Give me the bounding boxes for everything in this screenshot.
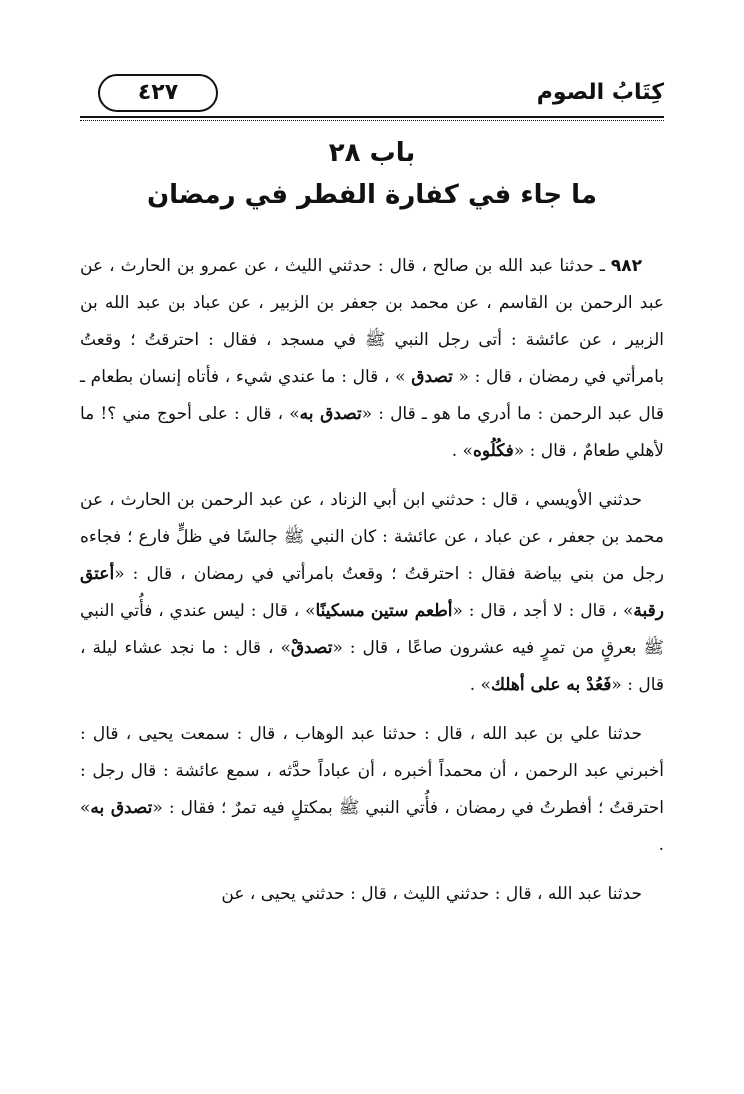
hadith-text: حدثني الأويسي ، قال : حدثني ابن أبي الزناد ، عن عبد الرحمن بن الحارث ، عن محمد بن جعفر ، عن عباد ، عن عائشة : كان النبي ﷺ جالسًا في ظلٍّ فارع ؛ فجاءه رجل من بني بياضة فقال : احترقتُ ؛ وقعتُ بامرأتي في رمضان ، قال : « bbox=[80, 490, 664, 584]
chapter-number: باب ٢٨ bbox=[328, 138, 416, 168]
hadith-text: حدثنا عبد الله ، قال : حدثني الليث ، قال : حدثني يحيى ، عن bbox=[221, 884, 642, 904]
prophetic-quote: تصدق به bbox=[299, 404, 362, 424]
prophetic-quote: تصدقْ bbox=[290, 638, 333, 658]
hadith-text: » ، قال : ما نجد عشاء ليلة ، قال : « bbox=[80, 638, 664, 695]
prophetic-quote: فكُلُوه bbox=[472, 441, 514, 461]
hadith-paragraph bbox=[80, 482, 664, 704]
hadith-paragraph bbox=[80, 876, 664, 913]
page-number: ٤٢٧ bbox=[98, 74, 218, 112]
hadith-number: ٩٨٢ bbox=[610, 256, 642, 276]
hadith-text: حدثنا علي بن عبد الله ، قال : حدثنا عبد الوهاب ، قال : سمعت يحيى ، قال : أخبرني عبد الرحمن ، أن محمداً أخبره ، أن عباداً حدَّثه ، سمع عائشة : قال رجل : احترقتُ ؛ أفطرتُ في رمضان ، فأُتي النبي ﷺ بمكتلٍ فيه تمرٌ ؛ فقال : « bbox=[80, 724, 664, 818]
hadith-text: » ، قال : ليس عندي ، فأُتي النبي ﷺ بعرقٍ من تمرٍ فيه عشرون صاعًا ، قال : « bbox=[80, 601, 664, 658]
header-rule-dotted bbox=[80, 120, 664, 121]
hadith-text: » ، قال : على أحوج مني ؟! ما لأهلي طعامٌ ، قال : « bbox=[80, 404, 664, 461]
chapter-title: ما جاء في كفارة الفطر في رمضان bbox=[146, 180, 598, 210]
hadith-paragraph bbox=[80, 716, 664, 864]
prophetic-quote: أعتق رقبة bbox=[80, 564, 665, 621]
prophetic-quote: أطعم ستين مسكينًا bbox=[315, 601, 453, 621]
header-rule bbox=[80, 116, 664, 118]
hadith-text: » . bbox=[469, 675, 491, 695]
hadith-text: » ، قال : ما عندي شيء ، فأتاه إنسان بطعام ـ قال عبد الرحمن : ما أدري ما هو ـ قال : « bbox=[80, 367, 664, 424]
prophetic-quote: تصدق bbox=[411, 367, 453, 387]
hadith-text: » . bbox=[451, 441, 473, 461]
prophetic-quote: تصدق به bbox=[90, 798, 153, 818]
hadith-paragraph bbox=[80, 248, 664, 470]
page-header bbox=[80, 70, 664, 120]
prophetic-quote: فَعُدْ به على أهلك bbox=[490, 675, 612, 695]
page-body bbox=[80, 248, 664, 925]
hadith-text: ـ حدثنا عبد الله بن صالح ، قال : حدثني الليث ، عن عمرو بن الحارث ، عن عبد الرحمن بن القاسم ، عن محمد بن جعفر بن الزبير ، عن عباد بن عبد الله بن الزبير ، عن عائشة : أتى رجل النبي ﷺ في مسجد ، فقال : احترقتُ ؛ وقعتُ بامرأتي في رمضان ، قال : « bbox=[80, 256, 665, 387]
book-title: كِتَابُ الصوم bbox=[536, 80, 664, 105]
hadith-text: » . bbox=[80, 798, 664, 855]
hadith-text: » ، قال : لا أجد ، قال : « bbox=[452, 601, 634, 621]
